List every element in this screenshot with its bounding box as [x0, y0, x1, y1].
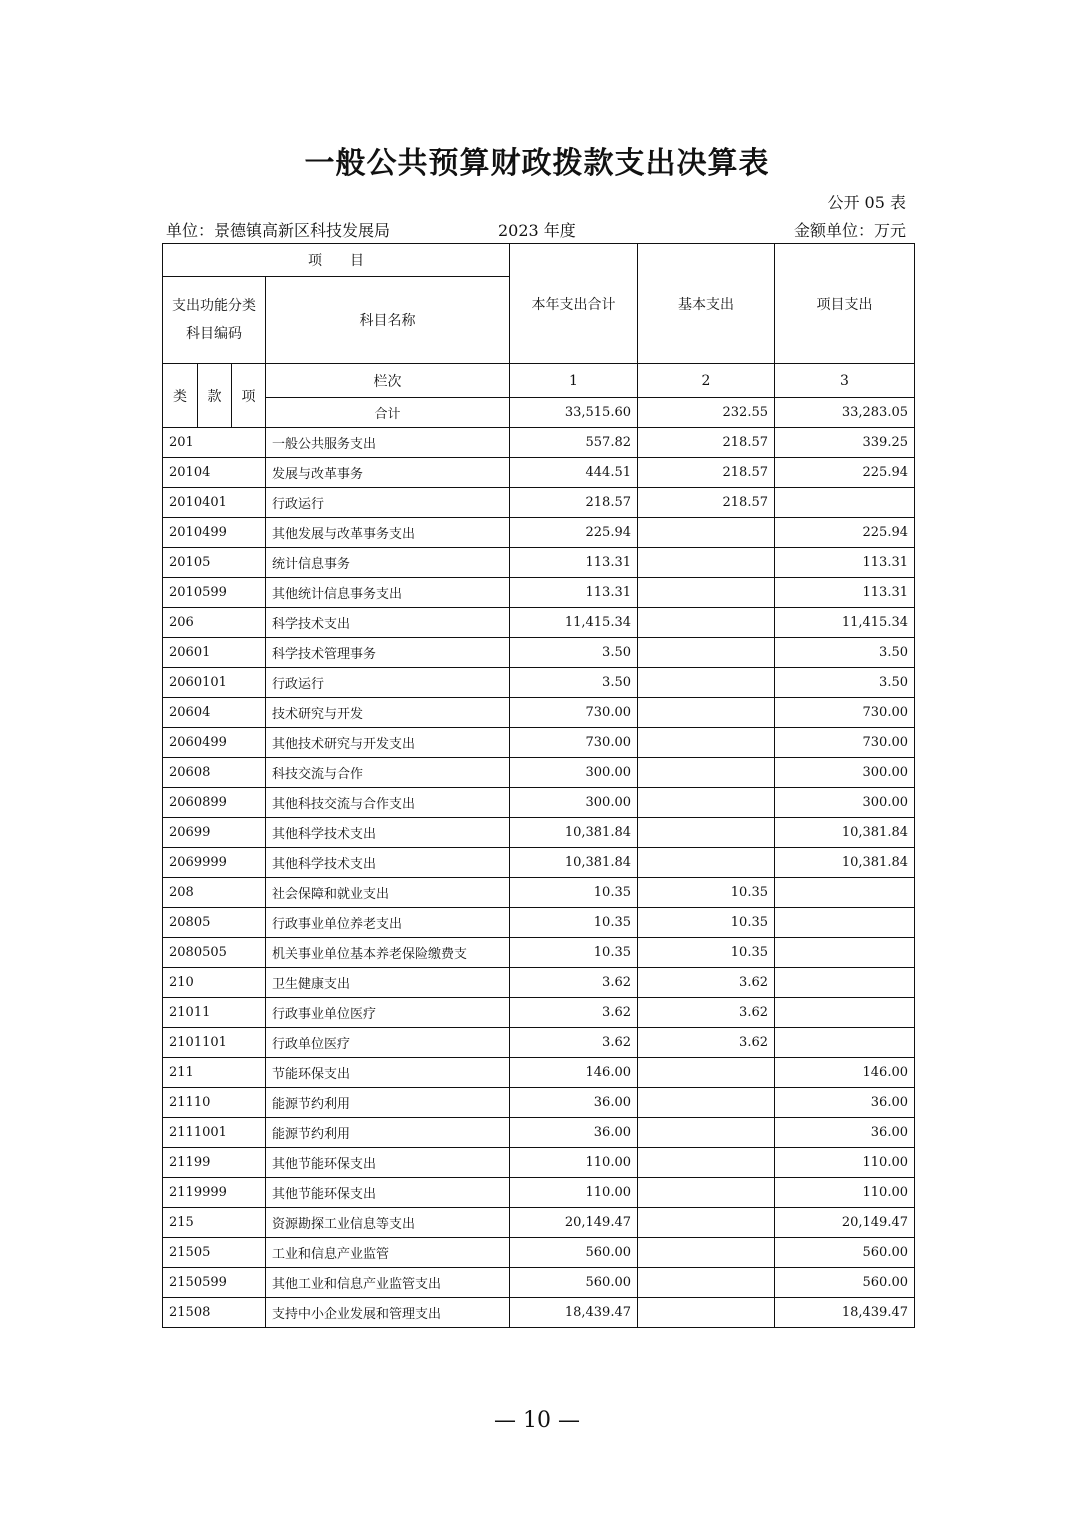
row-code: 20105	[163, 548, 266, 578]
row-code: 20608	[163, 758, 266, 788]
table-row	[163, 1058, 915, 1088]
table-row	[163, 668, 915, 698]
row-name: 科学技术管理事务	[266, 638, 510, 668]
row-project: 10,381.84	[775, 848, 915, 878]
row-name: 能源节约利用	[266, 1088, 510, 1118]
row-basic: 218.57	[638, 428, 775, 458]
table-row	[163, 698, 915, 728]
row-code: 21110	[163, 1088, 266, 1118]
row-name: 行政运行	[266, 488, 510, 518]
row-total: 146.00	[510, 1058, 638, 1088]
row-basic: 3.62	[638, 998, 775, 1028]
header-col1: 1	[510, 364, 638, 398]
row-name: 其他科技交流与合作支出	[266, 788, 510, 818]
row-total: 557.82	[510, 428, 638, 458]
row-name: 其他统计信息事务支出	[266, 578, 510, 608]
row-code: 201	[163, 428, 266, 458]
row-project: 730.00	[775, 728, 915, 758]
row-basic	[638, 1268, 775, 1298]
row-basic	[638, 728, 775, 758]
row-code: 21011	[163, 998, 266, 1028]
row-project: 110.00	[775, 1178, 915, 1208]
row-name: 科技交流与合作	[266, 758, 510, 788]
row-code: 2119999	[163, 1178, 266, 1208]
row-name: 其他科学技术支出	[266, 848, 510, 878]
header-basic: 基本支出	[638, 244, 775, 364]
sum-label: 合计	[266, 398, 510, 428]
table-row	[163, 638, 915, 668]
row-basic	[638, 1088, 775, 1118]
header-name: 科目名称	[266, 277, 510, 364]
row-total: 113.31	[510, 578, 638, 608]
form-number: 公开 05 表	[827, 193, 906, 212]
row-project: 3.50	[775, 638, 915, 668]
row-code: 2111001	[163, 1118, 266, 1148]
row-name: 其他发展与改革事务支出	[266, 518, 510, 548]
header-code-line2: 科目编码	[186, 326, 242, 342]
header-lanci: 栏次	[266, 364, 510, 398]
row-basic	[638, 518, 775, 548]
table-row	[163, 1148, 915, 1178]
row-total: 3.50	[510, 668, 638, 698]
row-basic	[638, 578, 775, 608]
row-total: 11,415.34	[510, 608, 638, 638]
row-project: 730.00	[775, 698, 915, 728]
row-project: 560.00	[775, 1238, 915, 1268]
row-total: 444.51	[510, 458, 638, 488]
row-total: 36.00	[510, 1088, 638, 1118]
row-total: 560.00	[510, 1238, 638, 1268]
row-basic	[638, 1058, 775, 1088]
table-row	[163, 968, 915, 998]
row-total: 3.50	[510, 638, 638, 668]
row-project	[775, 998, 915, 1028]
header-item: 项 目	[163, 244, 510, 277]
sum-project: 33,283.05	[775, 398, 915, 428]
row-basic	[638, 758, 775, 788]
header-xiang: 项	[232, 364, 266, 428]
table-row	[163, 728, 915, 758]
table-row	[163, 758, 915, 788]
row-project: 20,149.47	[775, 1208, 915, 1238]
row-basic	[638, 788, 775, 818]
row-basic: 10.35	[638, 908, 775, 938]
row-total: 730.00	[510, 728, 638, 758]
row-basic	[638, 548, 775, 578]
row-name: 其他节能环保支出	[266, 1178, 510, 1208]
row-project: 225.94	[775, 518, 915, 548]
row-total: 218.57	[510, 488, 638, 518]
row-total: 225.94	[510, 518, 638, 548]
sum-total: 33,515.60	[510, 398, 638, 428]
row-total: 20,149.47	[510, 1208, 638, 1238]
table-row	[163, 878, 915, 908]
table-row	[163, 578, 915, 608]
row-project: 110.00	[775, 1148, 915, 1178]
row-project	[775, 878, 915, 908]
row-project	[775, 968, 915, 998]
row-project: 113.31	[775, 548, 915, 578]
row-name: 卫生健康支出	[266, 968, 510, 998]
row-code: 20601	[163, 638, 266, 668]
table-row	[163, 848, 915, 878]
table-row	[163, 1298, 915, 1328]
row-code: 215	[163, 1208, 266, 1238]
row-name: 其他技术研究与开发支出	[266, 728, 510, 758]
row-total: 730.00	[510, 698, 638, 728]
budget-table	[162, 243, 915, 1328]
page-title: 一般公共预算财政拨款支出决算表	[304, 146, 770, 181]
row-total: 10.35	[510, 908, 638, 938]
row-basic: 3.62	[638, 968, 775, 998]
row-project: 36.00	[775, 1088, 915, 1118]
header-col2: 2	[638, 364, 775, 398]
row-name: 技术研究与开发	[266, 698, 510, 728]
row-basic	[638, 698, 775, 728]
row-basic	[638, 668, 775, 698]
row-name: 行政事业单位医疗	[266, 998, 510, 1028]
row-code: 206	[163, 608, 266, 638]
row-total: 10.35	[510, 938, 638, 968]
header-code	[163, 277, 266, 364]
row-code: 21508	[163, 1298, 266, 1328]
row-project: 10,381.84	[775, 818, 915, 848]
row-project	[775, 908, 915, 938]
row-code: 20805	[163, 908, 266, 938]
row-code: 20104	[163, 458, 266, 488]
row-project: 146.00	[775, 1058, 915, 1088]
row-total: 300.00	[510, 788, 638, 818]
row-basic	[638, 1178, 775, 1208]
row-name: 一般公共服务支出	[266, 428, 510, 458]
row-total: 110.00	[510, 1148, 638, 1178]
row-code: 2010401	[163, 488, 266, 518]
table-row	[163, 908, 915, 938]
row-name: 工业和信息产业监管	[266, 1238, 510, 1268]
row-basic	[638, 1148, 775, 1178]
row-total: 300.00	[510, 758, 638, 788]
row-name: 支持中小企业发展和管理支出	[266, 1298, 510, 1328]
header-lei: 类	[163, 364, 198, 428]
row-code: 211	[163, 1058, 266, 1088]
row-name: 社会保障和就业支出	[266, 878, 510, 908]
table-row	[163, 818, 915, 848]
row-project: 36.00	[775, 1118, 915, 1148]
row-basic	[638, 608, 775, 638]
row-basic: 3.62	[638, 1028, 775, 1058]
row-project	[775, 488, 915, 518]
header-project: 项目支出	[775, 244, 915, 364]
row-basic	[638, 638, 775, 668]
row-project: 18,439.47	[775, 1298, 915, 1328]
row-name: 其他科学技术支出	[266, 818, 510, 848]
row-project: 3.50	[775, 668, 915, 698]
row-code: 208	[163, 878, 266, 908]
row-basic	[638, 1118, 775, 1148]
row-basic	[638, 818, 775, 848]
row-name: 行政运行	[266, 668, 510, 698]
header-col3: 3	[775, 364, 915, 398]
amount-unit-label: 金额单位：万元	[793, 221, 906, 240]
row-code: 2080505	[163, 938, 266, 968]
row-code: 2010499	[163, 518, 266, 548]
row-code: 20699	[163, 818, 266, 848]
row-code: 2060499	[163, 728, 266, 758]
table-row	[163, 1028, 915, 1058]
row-name: 发展与改革事务	[266, 458, 510, 488]
table-row	[163, 998, 915, 1028]
table-row	[163, 458, 915, 488]
row-total: 10,381.84	[510, 848, 638, 878]
sum-basic: 232.55	[638, 398, 775, 428]
row-name: 其他节能环保支出	[266, 1148, 510, 1178]
row-total: 10.35	[510, 878, 638, 908]
row-code: 2069999	[163, 848, 266, 878]
row-total: 10,381.84	[510, 818, 638, 848]
row-basic	[638, 1298, 775, 1328]
row-code: 20604	[163, 698, 266, 728]
row-basic: 10.35	[638, 878, 775, 908]
row-code: 2150599	[163, 1268, 266, 1298]
row-total: 110.00	[510, 1178, 638, 1208]
row-code: 2060899	[163, 788, 266, 818]
row-name: 科学技术支出	[266, 608, 510, 638]
row-name: 机关事业单位基本养老保险缴费支	[266, 938, 510, 968]
row-basic: 10.35	[638, 938, 775, 968]
year-label: 2023 年度	[498, 221, 576, 240]
table-row	[163, 1178, 915, 1208]
row-project: 560.00	[775, 1268, 915, 1298]
row-name: 节能环保支出	[266, 1058, 510, 1088]
row-basic: 218.57	[638, 458, 775, 488]
row-basic	[638, 1238, 775, 1268]
row-name: 行政单位医疗	[266, 1028, 510, 1058]
table-row	[163, 938, 915, 968]
table-row	[163, 1268, 915, 1298]
row-name: 其他工业和信息产业监管支出	[266, 1268, 510, 1298]
row-basic	[638, 1208, 775, 1238]
row-code: 2101101	[163, 1028, 266, 1058]
row-total: 3.62	[510, 998, 638, 1028]
row-code: 2010599	[163, 578, 266, 608]
row-project: 225.94	[775, 458, 915, 488]
table-row	[163, 488, 915, 518]
row-project	[775, 938, 915, 968]
row-name: 统计信息事务	[266, 548, 510, 578]
unit-label: 单位：景德镇高新区科技发展局	[166, 221, 391, 240]
header-code-line1: 支出功能分类	[172, 298, 256, 314]
row-total: 3.62	[510, 968, 638, 998]
page-number: — 10 —	[494, 1408, 580, 1433]
row-name: 能源节约利用	[266, 1118, 510, 1148]
row-total: 560.00	[510, 1268, 638, 1298]
table-row	[163, 608, 915, 638]
row-basic: 218.57	[638, 488, 775, 518]
row-code: 210	[163, 968, 266, 998]
row-code: 21199	[163, 1148, 266, 1178]
row-basic	[638, 848, 775, 878]
row-project	[775, 1028, 915, 1058]
row-total: 36.00	[510, 1118, 638, 1148]
row-total: 18,439.47	[510, 1298, 638, 1328]
row-project: 300.00	[775, 788, 915, 818]
table-row	[163, 1088, 915, 1118]
row-total: 113.31	[510, 548, 638, 578]
row-total: 3.62	[510, 1028, 638, 1058]
table-row	[163, 1238, 915, 1268]
row-project: 339.25	[775, 428, 915, 458]
table-row	[163, 788, 915, 818]
table-row	[163, 1208, 915, 1238]
table-row	[163, 1118, 915, 1148]
header-total: 本年支出合计	[510, 244, 638, 364]
row-project: 300.00	[775, 758, 915, 788]
row-project: 11,415.34	[775, 608, 915, 638]
row-project: 113.31	[775, 578, 915, 608]
table-row	[163, 428, 915, 458]
table-row	[163, 548, 915, 578]
row-code: 21505	[163, 1238, 266, 1268]
table-row	[163, 518, 915, 548]
row-name: 行政事业单位养老支出	[266, 908, 510, 938]
row-name: 资源勘探工业信息等支出	[266, 1208, 510, 1238]
header-kuan: 款	[198, 364, 232, 428]
row-code: 2060101	[163, 668, 266, 698]
